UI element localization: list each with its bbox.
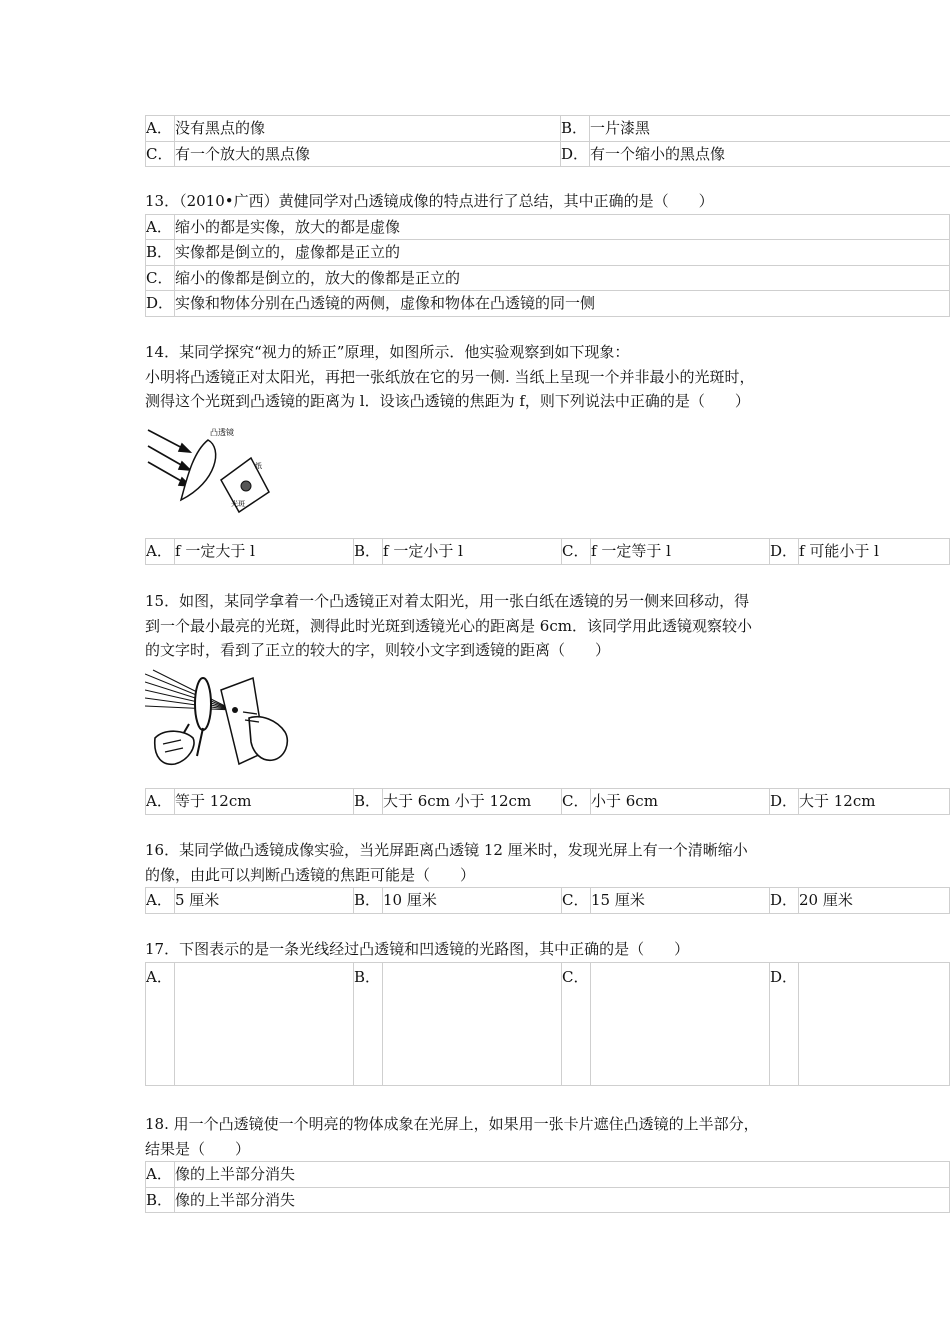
option-key: A． bbox=[146, 888, 175, 914]
option-row bbox=[146, 291, 950, 317]
option-figure bbox=[383, 962, 562, 1085]
question-stem bbox=[145, 838, 950, 887]
option-text: 缩小的像都是倒立的，放大的像都是正立的 bbox=[175, 265, 950, 291]
option-row bbox=[146, 265, 950, 291]
option-key: D． bbox=[770, 539, 799, 565]
option-key: C． bbox=[562, 888, 591, 914]
option-text: 20 厘米 bbox=[799, 888, 950, 914]
question-12 bbox=[145, 115, 950, 167]
option-key: A． bbox=[146, 962, 175, 1085]
stem-line: 小明将凸透镜正对太阳光，再把一张纸放在它的另一侧. 当纸上呈现一个并非最小的光斑时， bbox=[145, 367, 755, 386]
option-row bbox=[146, 141, 950, 167]
question-18 bbox=[145, 1112, 950, 1213]
options-table bbox=[145, 538, 950, 565]
stem-line: 13．（2010•广西）黄健同学对凸透镜成像的特点进行了总结，其中正确的是（ ） bbox=[145, 192, 714, 210]
option-text: 小于 6cm bbox=[591, 789, 770, 815]
stem-line: 测得这个光斑到凸透镜的距离为 l．设该凸透镜的焦距为 f，则下列说法中正确的是（ ） bbox=[145, 392, 750, 410]
lens-sunlight-figure bbox=[145, 420, 275, 515]
option-key: A． bbox=[146, 214, 175, 240]
lens-label: 凸透镜 bbox=[210, 428, 234, 437]
option-key: B． bbox=[354, 789, 383, 815]
option-key: D． bbox=[561, 141, 590, 167]
option-key: A． bbox=[146, 1162, 175, 1188]
stem-line: 18. 用一个凸透镜使一个明亮的物体成象在光屏上，如果用一张卡片遮住凸透镜的上半部分， bbox=[145, 1115, 759, 1133]
option-text: 5 厘米 bbox=[175, 888, 354, 914]
option-text: 一片漆黑 bbox=[590, 116, 950, 142]
option-key: B． bbox=[561, 116, 590, 142]
option-key: C． bbox=[562, 962, 591, 1085]
options-table bbox=[145, 962, 950, 1086]
option-figure bbox=[175, 962, 354, 1085]
stem-line: 15．如图，某同学拿着一个凸透镜正对着太阳光，用一张白纸在透镜的另一侧来回移动，得 bbox=[145, 592, 750, 610]
question-stem bbox=[145, 589, 950, 663]
stem-line: 结果是（ ） bbox=[145, 1139, 251, 1158]
option-key: C． bbox=[562, 539, 591, 565]
option-key: A． bbox=[146, 116, 175, 142]
option-text: 像的上半部分消失 bbox=[175, 1162, 950, 1188]
stem-line: 的文字时，看到了正立的较大的字，则较小文字到透镜的距离（ ） bbox=[145, 641, 611, 659]
option-text: f 可能小于 l bbox=[799, 539, 950, 565]
option-text: 15 厘米 bbox=[591, 888, 770, 914]
options-table bbox=[145, 1161, 950, 1213]
spot-label: 光斑 bbox=[231, 500, 245, 508]
option-text: 等于 12cm bbox=[175, 789, 354, 815]
option-text: f 一定大于 l bbox=[175, 539, 354, 565]
option-text: 没有黑点的像 bbox=[175, 116, 561, 142]
option-key: B． bbox=[146, 1187, 175, 1213]
options-table bbox=[145, 788, 950, 815]
paper-label: 纸 bbox=[255, 462, 262, 470]
hands-lens-paper-figure bbox=[145, 668, 295, 772]
option-text: 大于 12cm bbox=[799, 789, 950, 815]
left-hand bbox=[155, 731, 194, 764]
light-spot bbox=[241, 481, 251, 491]
option-text: 实像和物体分别在凸透镜的两侧，虚像和物体在凸透镜的同一侧 bbox=[175, 291, 950, 317]
option-text: 有一个放大的黑点像 bbox=[175, 141, 561, 167]
option-row bbox=[146, 1187, 950, 1213]
question-17 bbox=[145, 937, 950, 1086]
question-stem bbox=[145, 937, 950, 962]
option-text: 10 厘米 bbox=[383, 888, 562, 914]
option-text: 像的上半部分消失 bbox=[175, 1187, 950, 1213]
question-15 bbox=[145, 589, 950, 663]
option-text: f 一定小于 l bbox=[383, 539, 562, 565]
option-row bbox=[146, 888, 950, 914]
option-key: D． bbox=[770, 789, 799, 815]
question-14 bbox=[145, 340, 950, 414]
option-row bbox=[146, 240, 950, 266]
stem-line: 的像，由此可以判断凸透镜的焦距可能是（ ） bbox=[145, 865, 476, 884]
option-key: B． bbox=[354, 888, 383, 914]
option-row bbox=[146, 214, 950, 240]
options-table bbox=[145, 887, 950, 914]
option-key: B． bbox=[354, 539, 383, 565]
option-figure bbox=[799, 962, 950, 1085]
option-key: C． bbox=[146, 265, 175, 291]
question-stem bbox=[145, 340, 950, 414]
options-table bbox=[145, 115, 950, 167]
option-key: B． bbox=[146, 240, 175, 266]
question-stem bbox=[145, 189, 950, 214]
option-key: A． bbox=[146, 539, 175, 565]
option-text: f 一定等于 l bbox=[591, 539, 770, 565]
stem-line: 17．下图表示的是一条光线经过凸透镜和凹透镜的光路图，其中正确的是（ ） bbox=[145, 940, 690, 958]
options-table bbox=[145, 214, 950, 317]
option-row bbox=[146, 1162, 950, 1188]
question-14-options bbox=[145, 538, 950, 565]
option-row bbox=[146, 539, 950, 565]
stem-line: 到一个最小最亮的光斑，测得此时光斑到透镜光心的距离是 6cm．该同学用此透镜观察较小 bbox=[145, 616, 752, 635]
option-text: 有一个缩小的黑点像 bbox=[590, 141, 950, 167]
option-text: 大于 6cm 小于 12cm bbox=[383, 789, 562, 815]
option-figure bbox=[591, 962, 770, 1085]
lens-shape bbox=[195, 678, 211, 730]
option-key: D． bbox=[770, 888, 799, 914]
question-16 bbox=[145, 838, 950, 914]
option-row bbox=[146, 116, 950, 142]
option-text: 实像都是倒立的，虚像都是正立的 bbox=[175, 240, 950, 266]
option-key: A． bbox=[146, 789, 175, 815]
question-stem bbox=[145, 1112, 950, 1161]
option-row bbox=[146, 789, 950, 815]
stem-line: 14．某同学探究“视力的矫正”原理，如图所示．他实验观察到如下现象： bbox=[145, 343, 630, 361]
option-key: D． bbox=[146, 291, 175, 317]
option-key: B． bbox=[354, 962, 383, 1085]
question-13 bbox=[145, 189, 950, 317]
option-key: D． bbox=[770, 962, 799, 1085]
stem-line: 16．某同学做凸透镜成像实验，当光屏距离凸透镜 12 厘米时，发现光屏上有一个清晰缩小 bbox=[145, 841, 748, 859]
option-row bbox=[146, 962, 950, 1085]
option-key: C． bbox=[146, 141, 175, 167]
question-15-options bbox=[145, 788, 950, 815]
option-key: C． bbox=[562, 789, 591, 815]
option-text: 缩小的都是实像，放大的都是虚像 bbox=[175, 214, 950, 240]
